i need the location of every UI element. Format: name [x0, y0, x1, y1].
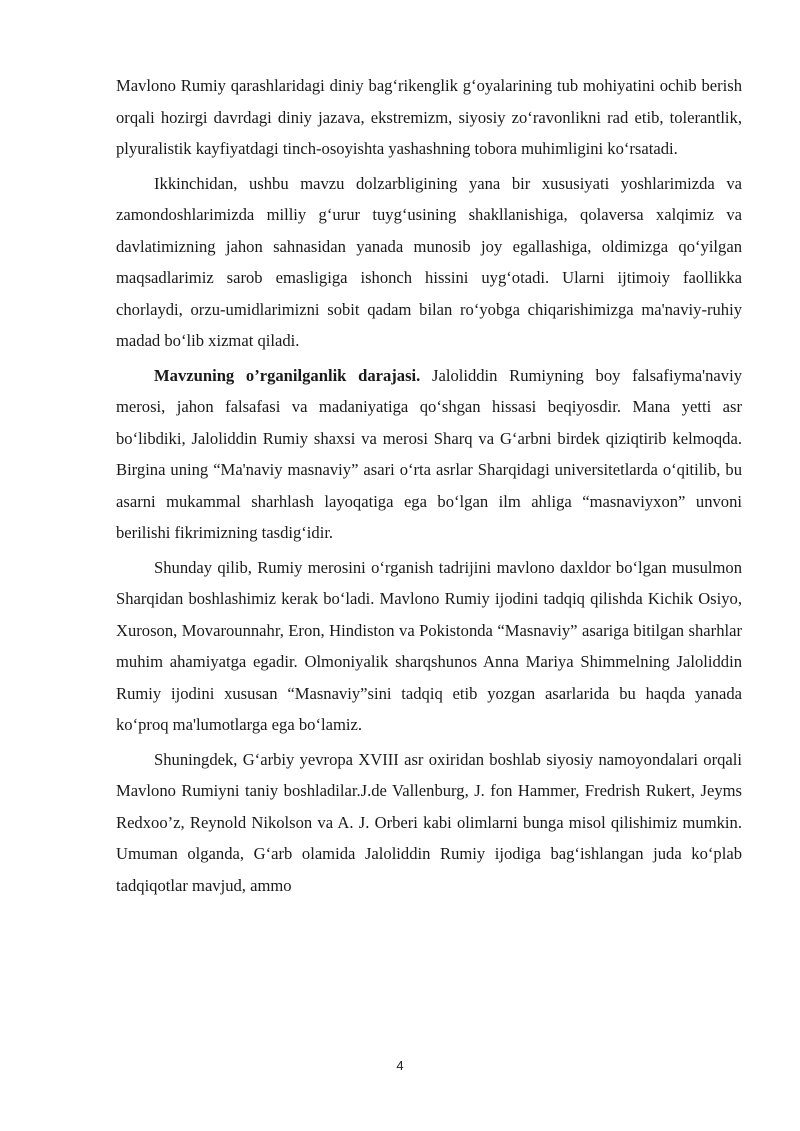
- paragraph-text: Shuningdek, G‘arbiy yevropa XVIII asr oxiridan boshlab siyosiy namoyondalari orqali Mavlono Rumiyni taniy boshladilar.J.de Vallenburg, J. fon Hammer, Fredrish Rukert, Jeyms Redxoo’z, Reynold Nikolson va A. J. Orberi kabi olimlarni bunga misol qilishimiz mumkin. Umuman olganda, G‘arb olamida Jaloliddin Rumiy ijodiga bag‘ishlangan juda ko‘plab tadqiqotlar mavjud, ammo: [116, 749, 742, 895]
- section-lead-heading: Mavzuning o’rganilganlik darajasi.: [154, 365, 421, 385]
- page-number: 4: [396, 1058, 404, 1073]
- paragraph-study-level: [116, 360, 742, 549]
- paragraph-eastern-studies: [116, 552, 742, 741]
- paragraph-second-reason: [116, 168, 742, 357]
- paragraph-text: Ikkinchidan, ushbu mavzu dolzarbligining yana bir xususiyati yoshlarimizda va zamondoshlarimizda milliy g‘urur tuyg‘usining shakllanishiga, qolaversa xalqimiz va davlatimizning jahon sahnasidan yanada munosib joy egallashiga, oldimizga qo‘yilgan maqsadlarimiz sarob emasligiga ishonch hissini uyg‘otadi. Ularni ijtimoiy faollikka chorlaydi, orzu-umidlarimizni sobit qadam bilan ro‘yobga chiqarishimizga ma'naviy-ruhiy madad bo‘lib xizmat qiladi.: [116, 173, 742, 350]
- paragraph-text: Shunday qilib, Rumiy merosini o‘rganish tadrijini mavlono daxldor bo‘lgan musulmon Sharqidan boshlashimiz kerak bo‘ladi. Mavlono Rumiy ijodini tadqiq qilishda Kichik Osiyo, Xuroson, Movarounnahr, Eron, Hindiston va Pokistonda “Masnaviy” asariga bitilgan sharhlar muhim ahamiyatga egadir. Olmoniyalik sharqshunos Anna Mariya Shimmelning Jaloliddin Rumiy ijodini xususan “Masnaviy”sini tadqiq etib yozgan asarlarida bu haqda yanada ko‘proq ma'lumotlarga ega bo‘lamiz.: [116, 557, 742, 734]
- body-text: [116, 70, 742, 904]
- paragraph-western-studies: [116, 744, 742, 902]
- paragraph-text: Jaloliddin Rumiyning boy falsafiyma'naviy merosi, jahon falsafasi va madaniyatiga qo‘shgan hissasi beqiyosdir. Mana yetti asr bo‘libdiki, Jaloliddin Rumiy shaxsi va merosi Sharq va G‘arbni birdek qiziqtirib kelmoqda. Birgina uning “Ma'naviy masnaviy” asari o‘rta asrlar Sharqidagi universitetlarda o‘qitilib, bu asarni mukammal sharhlash layoqatiga ega bo‘lgan ilm ahliga “masnaviyxon” unvoni berilishi fikrimizning tasdig‘idir.: [116, 365, 742, 542]
- paragraph-intro-continuation: [116, 70, 742, 165]
- paragraph-text: Mavlono Rumiy qarashlaridagi diniy bag‘rikenglik g‘oyalarining tub mohiyatini ochib berish orqali hozirgi davrdagi diniy jazava, ekstremizm, siyosiy zo‘ravonlikni rad etib, tolerantlik, plyuralistik kayfiyatdagi tinch-osoyishta yashashning tobora muhimligini ko‘rsatadi.: [116, 76, 742, 158]
